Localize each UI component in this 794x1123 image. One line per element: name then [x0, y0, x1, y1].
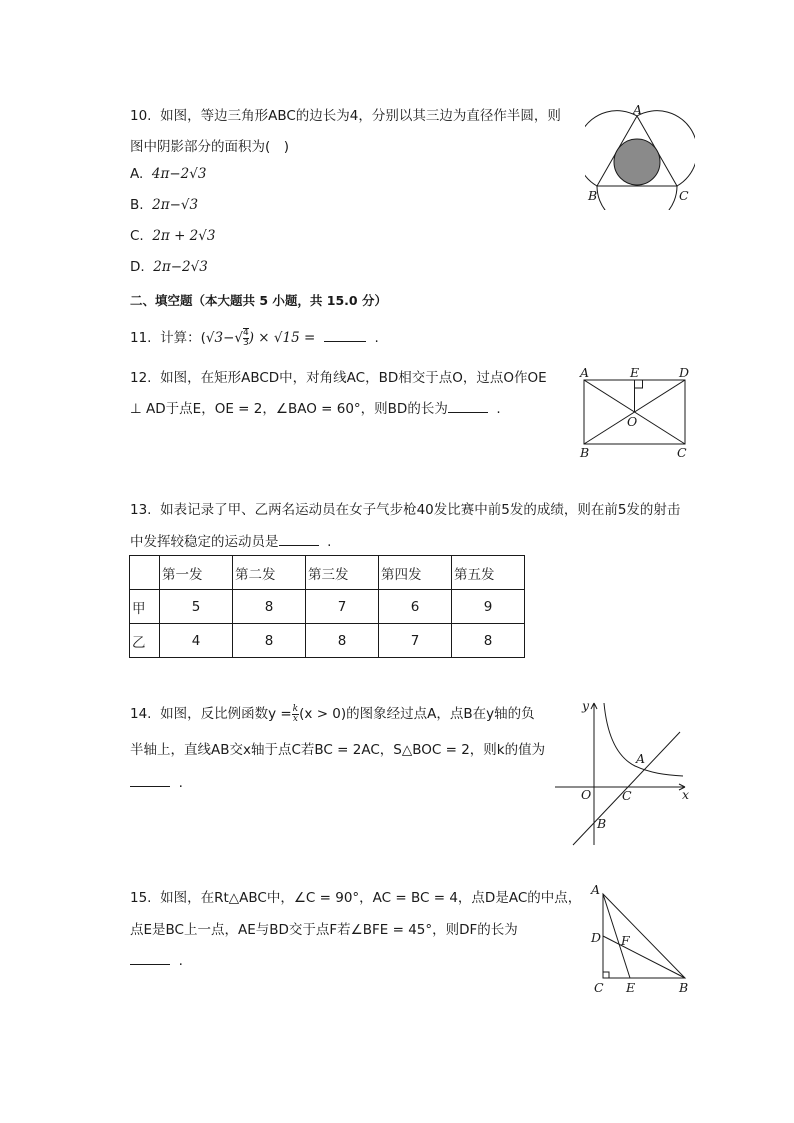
q13-line2: 中发挥较稳定的运动员是 .	[130, 530, 331, 550]
q11-line: 11. 计算：(√3−√ $\frac{4}{3}$ ) × √15 = .	[130, 328, 379, 348]
score-table	[129, 555, 525, 658]
table-cell: 8	[233, 624, 306, 658]
q15-line1: 15. 如图，在Rt△ABC中，∠C = 90°，AC = BC = 4，点D是AC的中点，	[130, 890, 582, 906]
q11-answer-blank[interactable]	[324, 327, 366, 342]
table-header-cell	[130, 556, 160, 590]
q12-answer-blank[interactable]	[448, 398, 488, 413]
q15-answer-blank[interactable]	[130, 950, 170, 965]
label-a: A	[633, 102, 643, 117]
label-x: x	[682, 787, 690, 802]
table-cell: 9	[452, 590, 525, 624]
table-header-cell: 第一发	[160, 556, 233, 590]
label-o: O	[627, 414, 638, 429]
q13-line1: 13. 如表记录了甲、乙两名运动员在女子气步枪40发比赛中前5发的成绩，则在前5发的射击	[130, 502, 681, 518]
label-b: B	[588, 188, 598, 203]
q10-option-a[interactable]: A. 4π−2√3	[130, 166, 207, 182]
q10-option-c[interactable]: C. 2π + 2√3	[130, 228, 216, 244]
table-cell: 7	[379, 624, 452, 658]
table-cell: 7	[306, 590, 379, 624]
label-a: A	[580, 365, 590, 380]
label-b: B	[597, 816, 607, 831]
q14-line3: .	[130, 772, 183, 791]
label-d: D	[679, 365, 690, 380]
q12-number: 12.	[130, 370, 152, 386]
label-o: O	[581, 787, 592, 802]
label-c: C	[677, 445, 687, 460]
q10-line2: 图中阴影部分的面积为( )	[130, 139, 290, 155]
label-e: E	[626, 980, 636, 995]
label-f: F	[621, 933, 630, 948]
q13-answer-blank[interactable]	[279, 531, 319, 546]
q12-figure	[575, 363, 695, 463]
label-b: B	[679, 980, 689, 995]
table-cell: 8	[233, 590, 306, 624]
label-a: A	[591, 882, 601, 897]
q15-figure	[585, 880, 700, 1000]
table-cell: 8	[452, 624, 525, 658]
shaded-region	[614, 139, 660, 185]
q14-fraction: $\frac{k}{x}$	[292, 703, 299, 724]
label-y: y	[582, 698, 590, 713]
table-header-cell: 第二发	[233, 556, 306, 590]
q12-line2: ⊥ AD于点E，OE = 2，∠BAO = 60°，则BD的长为 .	[130, 397, 501, 417]
table-row-name: 甲	[130, 590, 160, 624]
table-cell: 8	[306, 624, 379, 658]
label-a: A	[636, 751, 646, 766]
table-cell: 4	[160, 624, 233, 658]
table-row	[130, 624, 525, 658]
q14-line2: 半轴上，直线AB交x轴于点C若BC = 2AC，S△BOC = 2，则k的值为	[130, 742, 546, 758]
q15-line3: .	[130, 950, 183, 969]
q10-line1	[130, 104, 561, 124]
q14-number: 14.	[130, 706, 152, 722]
q14-line1: 14. 如图，反比例函数y = $\frac{k}{x}$ (x > 0)的图象经过点A，点B在y轴的负	[130, 703, 535, 724]
right-angle-mark	[635, 380, 643, 388]
semicircle-bc	[597, 186, 677, 210]
q11-fraction: $\frac{4}{3}$	[242, 328, 249, 348]
q10-text-1: 如图，等边三角形ABC的边长为4，分别以其三边为直径作半圆，则	[160, 108, 561, 124]
label-c: C	[679, 188, 689, 203]
label-c: C	[594, 980, 604, 995]
triangle-abc	[603, 894, 685, 978]
table-header-cell: 第四发	[379, 556, 452, 590]
table-header-row	[130, 556, 525, 590]
table-header-cell: 第三发	[306, 556, 379, 590]
q15-line2: 点E是BC上一点，AE与BD交于点F若∠BFE = 45°，则DF的长为	[130, 922, 518, 938]
segment-bd	[603, 936, 685, 978]
label-e: E	[630, 365, 640, 380]
q10-number: 10.	[130, 108, 152, 124]
q10-option-b[interactable]: B. 2π−√3	[130, 197, 199, 213]
label-d: D	[591, 930, 602, 945]
table-row	[130, 590, 525, 624]
q10-option-d[interactable]: D. 2π−2√3	[130, 259, 208, 275]
table-cell: 6	[379, 590, 452, 624]
q11-number: 11.	[130, 330, 152, 346]
table-cell: 5	[160, 590, 233, 624]
table-header-cell: 第五发	[452, 556, 525, 590]
q13-number: 13.	[130, 502, 152, 518]
q10-figure	[585, 100, 695, 210]
right-angle-mark	[603, 972, 609, 978]
label-b: B	[580, 445, 590, 460]
q14-figure	[555, 695, 695, 850]
label-c: C	[622, 788, 632, 803]
section-title: 二、填空题（本大题共 5 小题，共 15.0 分）	[130, 293, 387, 308]
table-row-name: 乙	[130, 624, 160, 658]
q12-line1: 12. 如图，在矩形ABCD中，对角线AC，BD相交于点O，过点O作OE	[130, 370, 547, 386]
q15-number: 15.	[130, 890, 152, 906]
q14-answer-blank[interactable]	[130, 772, 170, 787]
